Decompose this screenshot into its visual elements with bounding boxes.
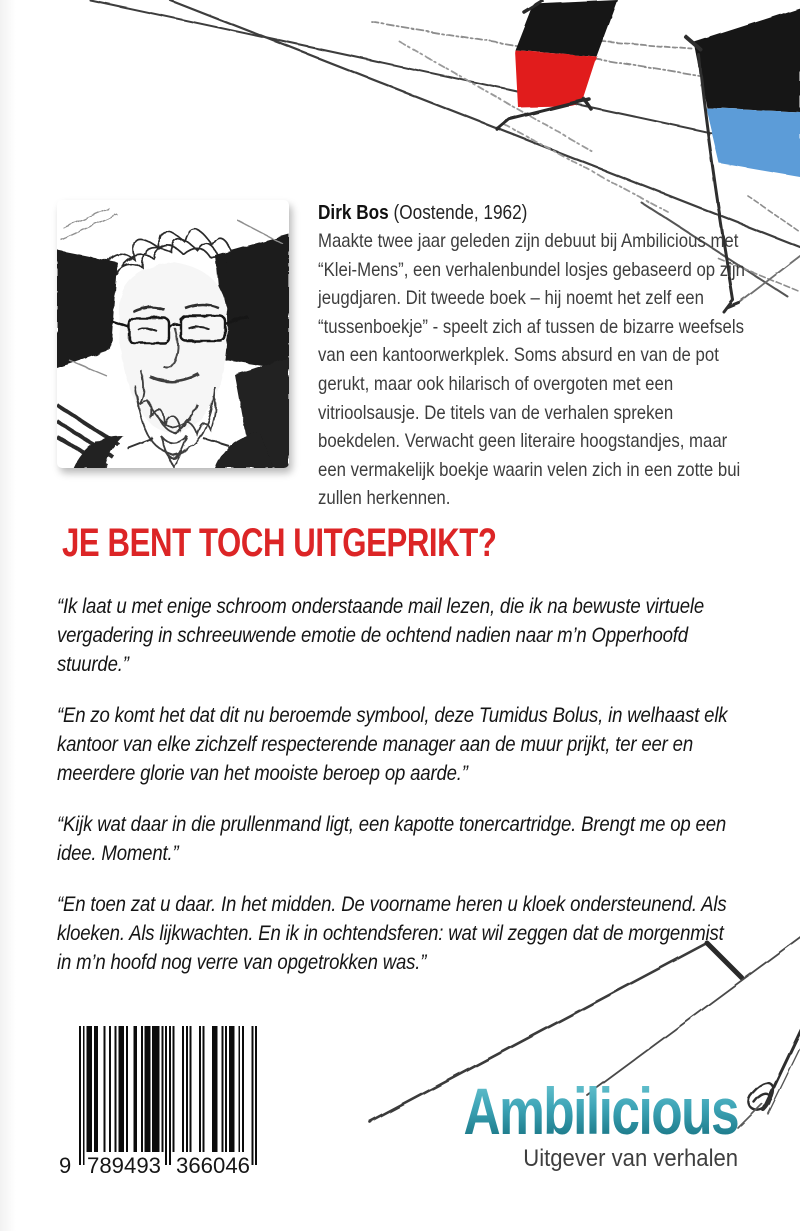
quote-paragraph: “Ik laat u met enige schroom onderstaande mail lezen, die ik na bewuste virtuele vergadering in schreeuwende emotie de ochtend nadien naar m’n Opperhoofd stuurde.” (57, 595, 705, 676)
pencil-stroke (763, 1028, 800, 1110)
kite-black-panel (694, 8, 800, 112)
quote-paragraph: “En toen zat u daar. In het midden. De voorname heren u kloek ondersteunend. Als kloeken. Als lijkwachten. En ik in ochtendsferen: wat wil zeggen dat de morgenmist in m’n hoofd nog verre van opgetrokken was.” (57, 893, 727, 974)
barcode-digits-group2: 366046 (176, 1153, 250, 1178)
kite-string-line (90, 0, 800, 152)
quote-paragraph: “Kijk wat daar in die prullenmand ligt, een kapotte tonercartridge. Brengt me op een idee. Moment.” (57, 813, 727, 865)
pencil-stroke (740, 256, 800, 302)
publisher-name: Ambilicious (463, 1074, 738, 1148)
author-bio-text: Maakte twee jaar geleden zijn debuut bij Ambilicious met “Klei-Mens”, een verhalenbundel losjes gebaseerd op zijn jeugdjaren. Dit tweede boek – hij noemt het zelf een “tussenboekje” - speelt zich af tussen de bizarre weefsels van een kantoorwerkplek. Soms absurd en van de pot gerukt, maar ook hilarisch of overgoten met een vitrioolsausje. De titels van de verhalen spreken boekdelen. Verwacht geen literaire hoogstandjes, maar een vermakelijk boekje waarin velen zich in een zotte bui zullen herkennen. (318, 230, 745, 510)
author-name: Dirk Bos (318, 202, 389, 224)
barcode-digit-first: 9 (59, 1153, 72, 1178)
kite-blue-panel (706, 108, 800, 177)
author-heading (318, 200, 748, 226)
publisher-logo (386, 1074, 738, 1172)
pencil-stroke (505, 125, 668, 212)
author-origin: (Oostende, 1962) (393, 202, 528, 224)
barcode-digits-group1: 789493 (87, 1153, 161, 1178)
barcode (55, 1012, 285, 1184)
publisher-tagline: Uitgever van verhalen (523, 1145, 738, 1172)
pencil-stroke (768, 1038, 800, 1114)
quote-paragraph: “En zo komt het dat dit nu beroemde symbool, deze Tumidus Bolus, in welhaast elk kantoor van elke zichzelf respecterende manager aan de muur prijkt, ter eer en meerdere glorie van het mooiste beroep op aarde.” (57, 704, 728, 785)
pencil-stroke (587, 935, 800, 1095)
pencil-stroke (748, 196, 800, 232)
author-portrait-sketch (57, 200, 289, 468)
author-bio (318, 200, 748, 513)
book-headline: JE BENT TOCH UITGEPRIKT? (62, 521, 497, 566)
kite-spar (707, 943, 742, 978)
